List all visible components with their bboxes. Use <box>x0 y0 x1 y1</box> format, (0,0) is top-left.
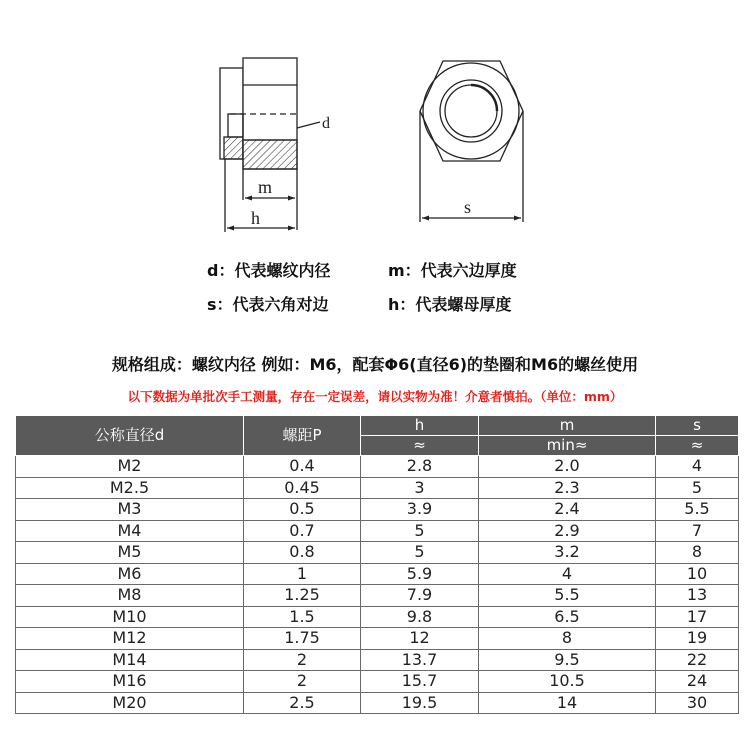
table-row <box>16 499 739 521</box>
header-s: s <box>656 416 739 436</box>
cell-h: 2.8 <box>361 456 479 478</box>
cell-s: 30 <box>656 692 739 714</box>
cell-pitch: 0.45 <box>244 477 361 499</box>
cell-m: 10.5 <box>479 671 656 693</box>
cell-h: 5 <box>361 520 479 542</box>
cell-m: 6.5 <box>479 606 656 628</box>
cell-m: 2.3 <box>479 477 656 499</box>
side-view <box>220 58 320 232</box>
legend-d: d：代表螺纹内径 <box>207 261 331 280</box>
cell-s: 8 <box>656 542 739 564</box>
table-row <box>16 671 739 693</box>
header-pitch: 螺距P <box>244 416 361 456</box>
cell-pitch: 0.5 <box>244 499 361 521</box>
table-row <box>16 628 739 650</box>
cell-s: 10 <box>656 563 739 585</box>
legend-s: s：代表六角对边 <box>207 295 329 314</box>
cell-pitch: 1.75 <box>244 628 361 650</box>
size-table <box>15 415 739 714</box>
cell-nominal: M8 <box>16 585 244 607</box>
cell-nominal: M10 <box>16 606 244 628</box>
legend-m: m：代表六边厚度 <box>388 261 517 280</box>
cell-h: 3.9 <box>361 499 479 521</box>
cell-s: 13 <box>656 585 739 607</box>
cell-s: 5.5 <box>656 499 739 521</box>
cell-nominal: M3 <box>16 499 244 521</box>
header-h: h <box>361 416 479 436</box>
cell-nominal: M5 <box>16 542 244 564</box>
cell-m: 8 <box>479 628 656 650</box>
cell-m: 2.0 <box>479 456 656 478</box>
cell-m: 2.9 <box>479 520 656 542</box>
top-view <box>420 61 523 222</box>
header-s-sub: ≈ <box>656 436 739 456</box>
header-m-sub: min≈ <box>479 436 656 456</box>
cell-pitch: 1.25 <box>244 585 361 607</box>
table-row <box>16 606 739 628</box>
table-row <box>16 520 739 542</box>
cell-m: 3.2 <box>479 542 656 564</box>
cell-h: 5 <box>361 542 479 564</box>
cell-s: 4 <box>656 456 739 478</box>
cell-h: 15.7 <box>361 671 479 693</box>
cell-pitch: 2.5 <box>244 692 361 714</box>
cell-pitch: 1.5 <box>244 606 361 628</box>
cell-h: 12 <box>361 628 479 650</box>
cell-nominal: M14 <box>16 649 244 671</box>
label-d: d <box>322 115 330 132</box>
cell-s: 5 <box>656 477 739 499</box>
cell-nominal: M6 <box>16 563 244 585</box>
cell-m: 2.4 <box>479 499 656 521</box>
cell-s: 17 <box>656 606 739 628</box>
nut-technical-drawing <box>0 0 750 245</box>
measurement-warning: 以下数据为单批次手工测量，存在一定误差，请以实物为准！介意者慎拍。（单位：mm） <box>127 389 623 404</box>
cell-pitch: 0.4 <box>244 456 361 478</box>
cell-h: 9.8 <box>361 606 479 628</box>
legend-h: h：代表螺母厚度 <box>388 295 512 314</box>
cell-nominal: M4 <box>16 520 244 542</box>
table-row <box>16 456 739 478</box>
cell-nominal: M20 <box>16 692 244 714</box>
table-row <box>16 542 739 564</box>
table-row <box>16 649 739 671</box>
spec-description: 规格组成：螺纹内径 例如：M6，配套Φ6(直径6)的垫圈和M6的螺丝使用 <box>111 355 639 374</box>
cell-m: 14 <box>479 692 656 714</box>
header-h-sub: ≈ <box>361 436 479 456</box>
table-row <box>16 563 739 585</box>
cell-h: 7.9 <box>361 585 479 607</box>
cell-nominal: M2.5 <box>16 477 244 499</box>
cell-nominal: M12 <box>16 628 244 650</box>
cell-pitch: 2 <box>244 671 361 693</box>
cell-m: 5.5 <box>479 585 656 607</box>
cell-h: 13.7 <box>361 649 479 671</box>
cell-h: 3 <box>361 477 479 499</box>
cell-m: 9.5 <box>479 649 656 671</box>
label-h: h <box>251 208 260 228</box>
cell-nominal: M2 <box>16 456 244 478</box>
table-row <box>16 477 739 499</box>
cell-pitch: 2 <box>244 649 361 671</box>
label-m: m <box>258 177 273 197</box>
cell-m: 4 <box>479 563 656 585</box>
cell-s: 7 <box>656 520 739 542</box>
header-nominal-diameter: 公称直径d <box>16 416 244 456</box>
table-row <box>16 692 739 714</box>
label-s: s <box>464 197 472 217</box>
cell-h: 19.5 <box>361 692 479 714</box>
cell-s: 22 <box>656 649 739 671</box>
cell-pitch: 1 <box>244 563 361 585</box>
cell-h: 5.9 <box>361 563 479 585</box>
table-body <box>16 456 739 714</box>
cell-s: 19 <box>656 628 739 650</box>
cell-pitch: 0.8 <box>244 542 361 564</box>
cell-s: 24 <box>656 671 739 693</box>
header-m: m <box>479 416 656 436</box>
cell-nominal: M16 <box>16 671 244 693</box>
table-row <box>16 585 739 607</box>
cell-pitch: 0.7 <box>244 520 361 542</box>
